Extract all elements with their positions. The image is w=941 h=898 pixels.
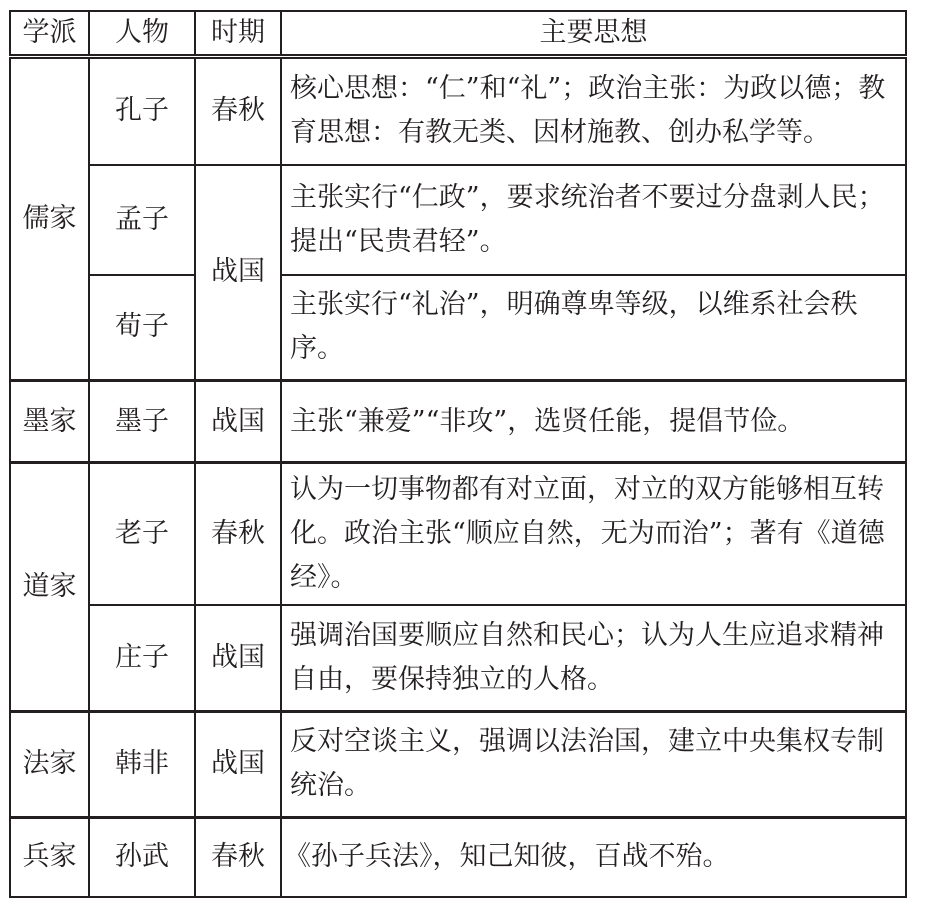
cell-person: 孟子: [89, 165, 195, 275]
cell-period: 春秋: [195, 817, 281, 897]
header-school: 学派: [10, 11, 89, 57]
cell-period: 春秋: [195, 57, 281, 165]
cell-school: 兵家: [10, 817, 89, 897]
cell-school: 墨家: [10, 381, 89, 463]
cell-idea: 《孙子兵法》，知己知彼，百战不殆。: [281, 817, 906, 897]
table-row: [10, 381, 906, 463]
cell-idea: 主张“兼爱”“非攻”，选贤任能，提倡节俭。: [281, 381, 906, 463]
cell-period: 战国: [195, 165, 281, 381]
cell-idea: 核心思想：“仁”和“礼”；政治主张：为政以德；教育思想：有教无类、因材施教、创办私学等。: [281, 57, 906, 165]
cell-person: 老子: [89, 463, 195, 606]
cell-school: 儒家: [10, 57, 89, 381]
header-main-idea: 主要思想: [281, 11, 906, 57]
cell-idea: 认为一切事物都有对立面，对立的双方能够相互转化。政治主张“顺应自然，无为而治”；著有《道德经》。: [281, 463, 906, 606]
table-row: [10, 463, 906, 606]
schools-table-container: [9, 10, 907, 898]
cell-idea: 主张实行“仁政”，要求统治者不要过分盘剥人民；提出“民贵君轻”。: [281, 165, 906, 275]
cell-idea: 反对空谈主义，强调以法治国，建立中央集权专制统治。: [281, 711, 906, 817]
header-person: 人物: [89, 11, 195, 57]
cell-period: 战国: [195, 605, 281, 711]
cell-person: 荀子: [89, 275, 195, 381]
table-row: [10, 275, 906, 381]
cell-idea: 强调治国要顺应自然和民心；认为人生应追求精神自由，要保持独立的人格。: [281, 605, 906, 711]
cell-person: 孔子: [89, 57, 195, 165]
table-row: [10, 605, 906, 711]
table-row: [10, 711, 906, 817]
schools-of-thought-table: [9, 10, 907, 898]
table-header-row: [10, 11, 906, 57]
cell-person: 韩非: [89, 711, 195, 817]
table-row: [10, 165, 906, 275]
table-row: [10, 57, 906, 165]
cell-period: 战国: [195, 381, 281, 463]
cell-person: 庄子: [89, 605, 195, 711]
cell-school: 道家: [10, 463, 89, 712]
cell-idea: 主张实行“礼治”，明确尊卑等级，以维系社会秩序。: [281, 275, 906, 381]
table-row: [10, 817, 906, 897]
cell-school: 法家: [10, 711, 89, 817]
cell-person: 墨子: [89, 381, 195, 463]
cell-person: 孙武: [89, 817, 195, 897]
header-period: 时期: [195, 11, 281, 57]
cell-period: 战国: [195, 711, 281, 817]
cell-period: 春秋: [195, 463, 281, 606]
